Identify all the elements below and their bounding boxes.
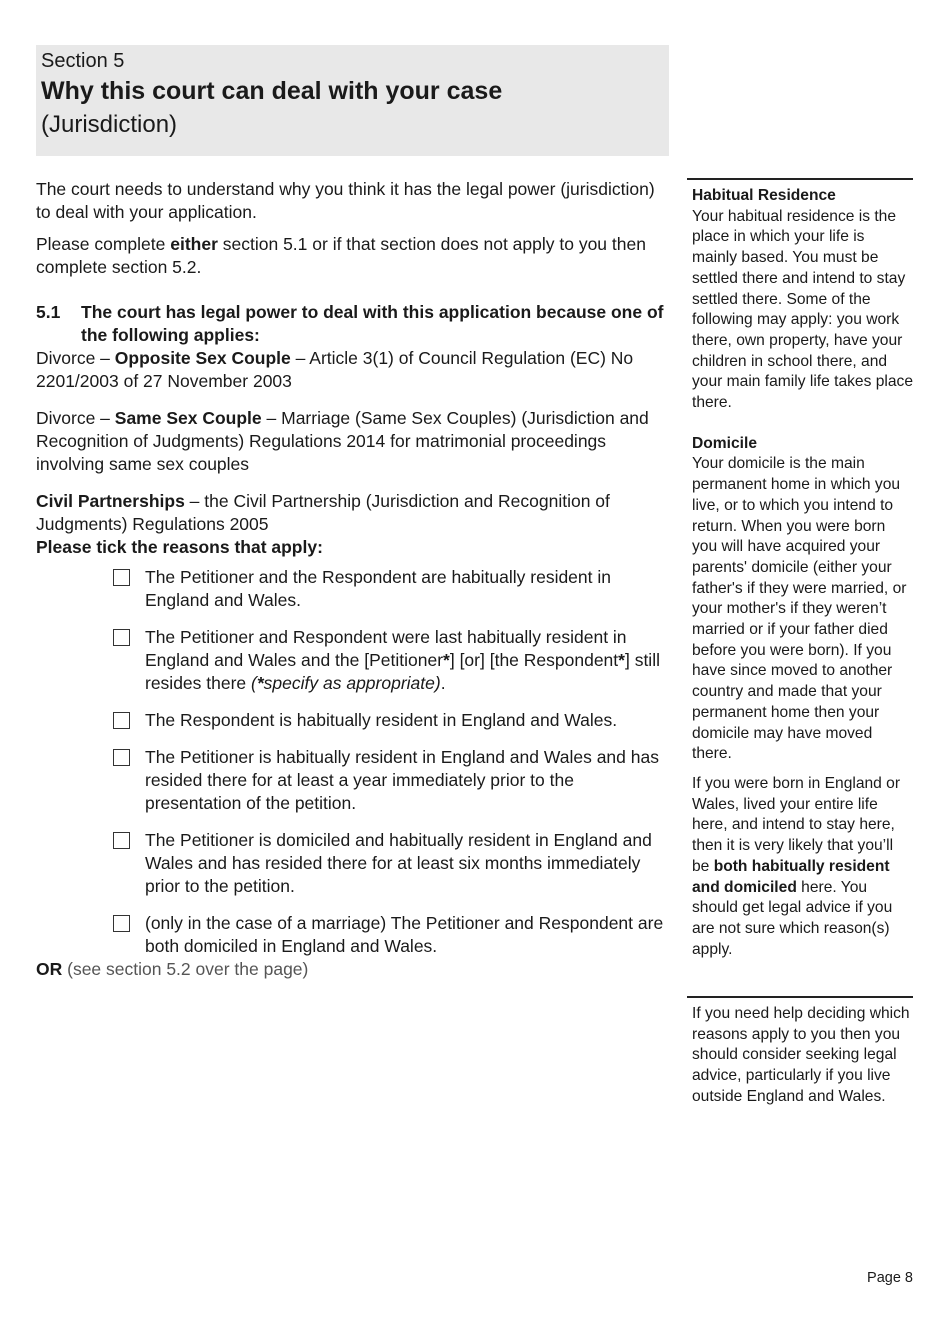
option-label: The Petitioner is domiciled and habitually resident in England and Wales and has resided there for at least six months immediately prior to the petition. (145, 830, 652, 896)
habitual-residence-heading: Habitual Residence (692, 187, 836, 204)
section-subtitle: (Jurisdiction) (41, 111, 178, 138)
law-civil-partnership: Civil Partnerships – the Civil Partnership (Jurisdiction and Recognition of Judgments) Regulations 2005 (36, 491, 610, 534)
sidebar-help (687, 996, 913, 1108)
page-number: Page 8 (867, 1270, 913, 1286)
checkbox[interactable] (113, 915, 130, 932)
section-title: Why this court can deal with your case (41, 77, 503, 105)
option-petitioner-one-year (113, 746, 672, 815)
tick-heading: Please tick the reasons that apply: (36, 537, 323, 557)
option-label: The Petitioner and the Respondent are habitually resident in England and Wales. (145, 567, 611, 610)
question-number: 5.1 (36, 302, 61, 322)
or-section-5-2: OR (see section 5.2 over the page) (36, 959, 309, 979)
option-both-habitually-resident (113, 566, 672, 612)
checkbox[interactable] (113, 832, 130, 849)
question-text: The court has legal power to deal with this application because one of the following applies: (81, 302, 664, 345)
checkbox[interactable] (113, 629, 130, 646)
intro-paragraph-2: Please complete either section 5.1 or if that section does not apply to you then complete section 5.2. (36, 234, 646, 277)
checkbox[interactable] (113, 749, 130, 766)
option-petitioner-six-months (113, 829, 672, 898)
help-text: If you need help deciding which reasons apply to you then you should consider seeking legal advice, particularly if you live outside England and Wales. (692, 1005, 910, 1105)
intro-paragraph-1: The court needs to understand why you think it has the legal power (jurisdiction) to deal with your application. (36, 179, 655, 222)
option-label: The Petitioner is habitually resident in England and Wales and has resided there for at least a year immediately prior to the presentation of the petition. (145, 747, 659, 813)
option-label: The Respondent is habitually resident in England and Wales. (145, 710, 618, 730)
checkbox[interactable] (113, 712, 130, 729)
domicile-text: Your domicile is the main permanent home in which you live, or to which you intend to return. When you were born you will have acquired your parents' domicile (either your father's if they were married, or your mother's if they weren’t married or if your father died before you were born). If you have since moved to another country and made that your permanent home then your domicile may have moved there. (692, 455, 907, 763)
checkbox[interactable] (113, 569, 130, 586)
law-opposite-sex: Divorce – Opposite Sex Couple – Article 3(1) of Council Regulation (EC) No 2201/2003 of 27 November 2003 (36, 348, 634, 391)
option-respondent-resident (113, 709, 672, 732)
section-header (36, 45, 669, 156)
either-emphasis: either (170, 234, 218, 254)
section-number: Section 5 (41, 50, 125, 72)
option-both-domiciled (113, 912, 672, 958)
law-same-sex: Divorce – Same Sex Couple – Marriage (Same Sex Couples) (Jurisdiction and Recognition of Judgments) Regulations 2014 for matrimonial proceedings involving same sex couples (36, 408, 649, 474)
option-label: (only in the case of a marriage) The Petitioner and Respondent are both domiciled in England and Wales. (145, 913, 664, 956)
england-wales-note: If you were born in England or Wales, lived your entire life here, and intend to stay here, then it is very likely that you’ll be both habitually resident and domiciled here. You should get legal advice if you are not sure which reason(s) apply. (692, 774, 901, 958)
option-last-habitually-resident (113, 626, 672, 695)
question-5-1 (36, 301, 672, 347)
domicile-heading: Domicile (692, 434, 757, 452)
option-label: The Petitioner and Respondent were last habitually resident in England and Wales and the [Petitioner*] [or] [the Respondent*] still resides there (*specify as appropriate). (145, 627, 660, 693)
habitual-residence-text: Your habitual residence is the place in which your life is mainly based. You must be settled there and intend to stay settled there. Some of the following may apply: you work there, own property, have your children in school there, and your main family life takes place there. (692, 207, 914, 412)
sidebar-guidance (687, 178, 913, 960)
main-content (36, 178, 672, 981)
